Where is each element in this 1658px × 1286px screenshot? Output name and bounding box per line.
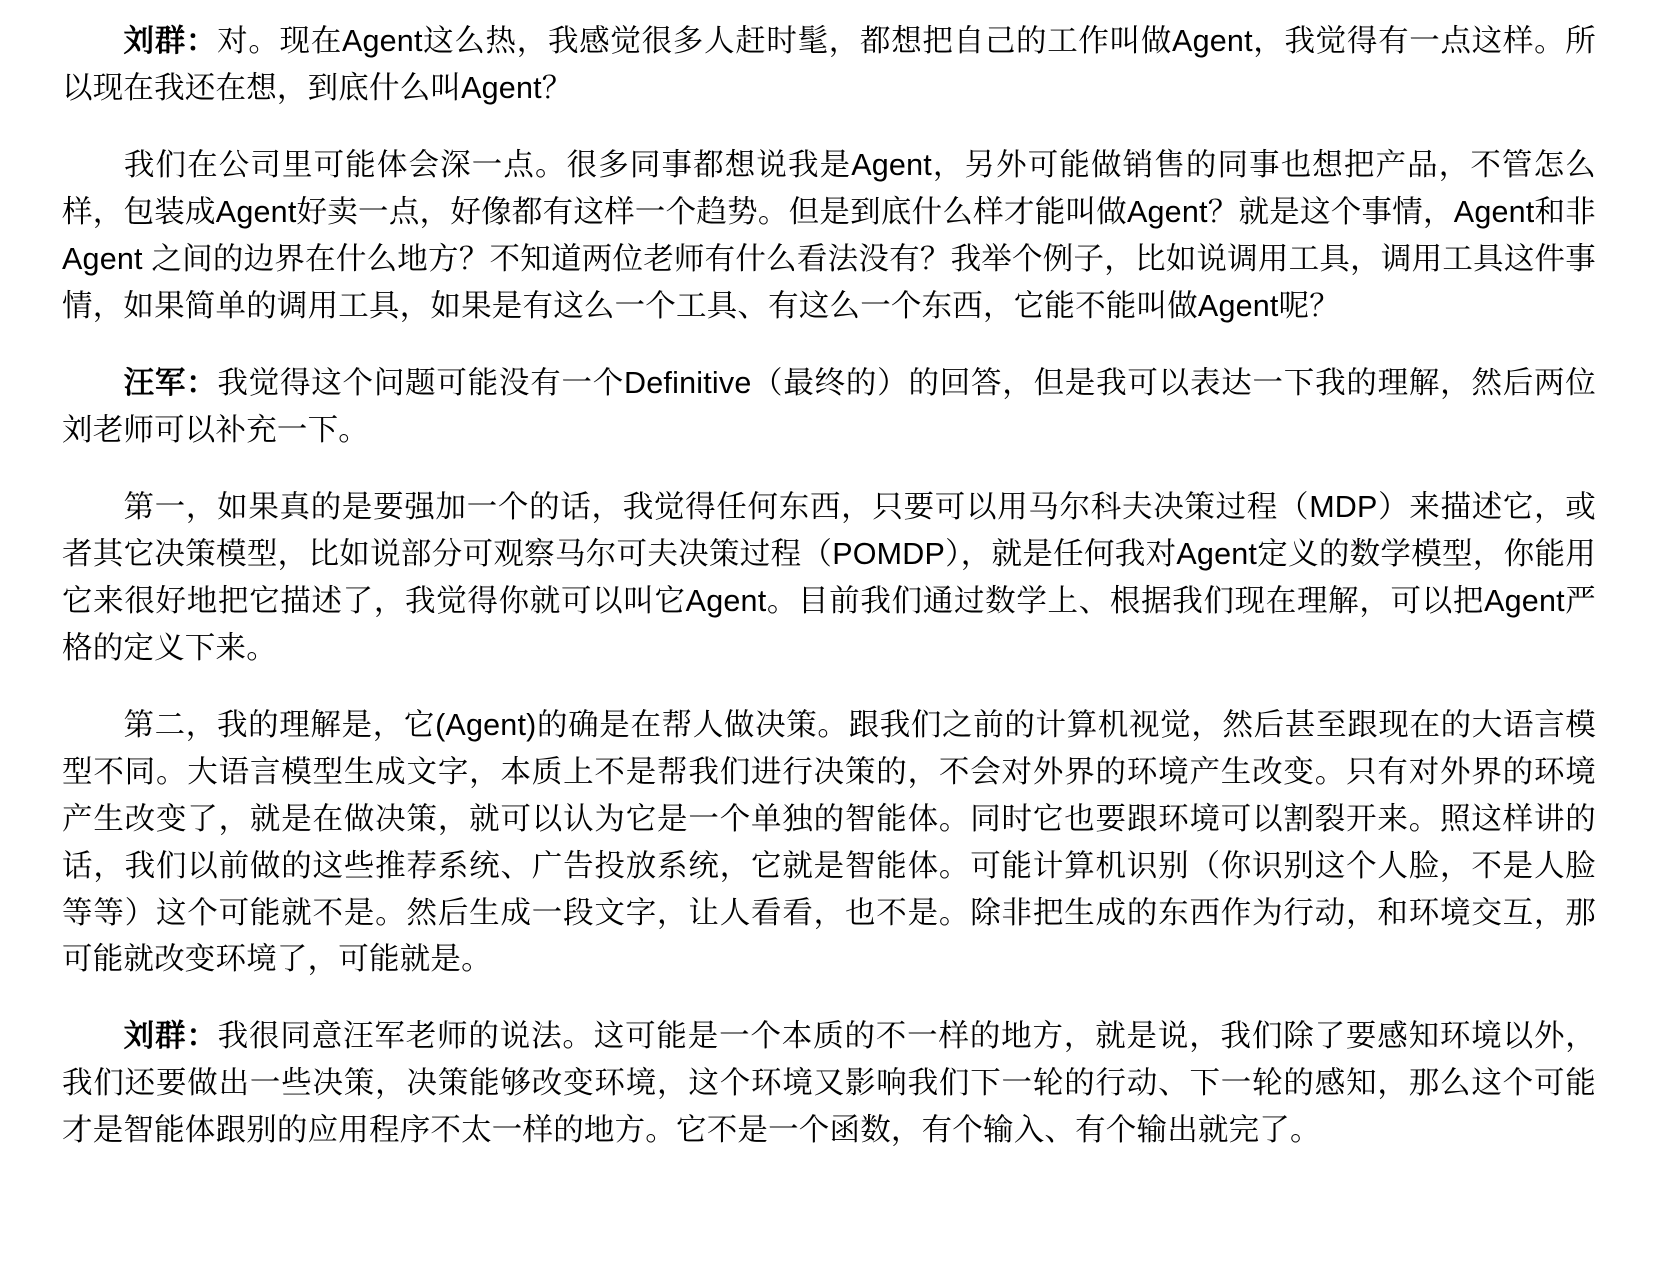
paragraph-6 [62,1013,1596,1154]
paragraph-2 [62,142,1596,330]
speaker-label: 刘群： [123,1019,218,1054]
speaker-label: 刘群： [123,24,218,58]
paragraph-text: 第二，我的理解是，它(Agent)的确是在帮人做决策。跟我们之前的计算机视觉，然后甚至跟现在的大语言模型不同。大语言模型生成文字，本质上不是帮我们进行决策的，不会对外界的环境产生改变。只有对外界的环境产生改变了，就是在做决策，就可以认为它是一个单独的智能体。同时它也要跟环境可以割裂开来。照这样讲的话，我们以前做的这些推荐系统、广告投放系统，它就是智能体。可能计算机识别（你识别这个人脸，不是人脸等等）这个可能就不是。然后生成一段文字，让人看看，也不是。除非把生成的东西作为行动，和环境交互，那可能就改变环境了，可能就是。 [62,707,1596,977]
paragraph-3 [62,360,1596,454]
paragraph-text: 我们在公司里可能体会深一点。很多同事都想说我是Agent，另外可能做销售的同事也想把产品，不管怎么样，包装成Agent好卖一点，好像都有这样一个趋势。但是到底什么样才能叫做Agent？就是这个事情，Agent和非Agent 之间的边界在什么地方？不知道两位老师有什么看法没有？我举个例子，比如说调用工具，调用工具这件事情，如果简单的调用工具，如果是有这么一个工具、有这么一个东西，它能不能叫做Agent呢？ [62,147,1596,323]
paragraph-text: 对。现在Agent这么热，我感觉很多人赶时髦，都想把自己的工作叫做Agent，我觉得有一点这样。所以现在我还在想，到底什么叫Agent？ [62,24,1596,105]
speaker-label: 汪军： [123,365,218,400]
paragraph-text: 第一，如果真的是要强加一个的话，我觉得任何东西，只要可以用马尔科夫决策过程（MDP）来描述它，或者其它决策模型，比如说部分可观察马尔可夫决策过程（POMDP），就是任何我对Agent定义的数学模型，你能用它来很好地把它描述了，我觉得你就可以叫它Agent。目前我们通过数学上、根据我们现在理解，可以把Agent严格的定义下来。 [62,489,1596,665]
paragraph-1 [62,18,1596,112]
paragraph-4 [62,484,1596,672]
paragraph-5 [62,702,1596,984]
paragraph-text: 我很同意汪军老师的说法。这可能是一个本质的不一样的地方，就是说，我们除了要感知环境以外，我们还要做出一些决策，决策能够改变环境，这个环境又影响我们下一轮的行动、下一轮的感知，那么这个可能才是智能体跟别的应用程序不太一样的地方。它不是一个函数，有个输入、有个输出就完了。 [62,1019,1596,1148]
paragraph-text: 我觉得这个问题可能没有一个Definitive（最终的）的回答，但是我可以表达一下我的理解，然后两位刘老师可以补充一下。 [62,365,1596,447]
